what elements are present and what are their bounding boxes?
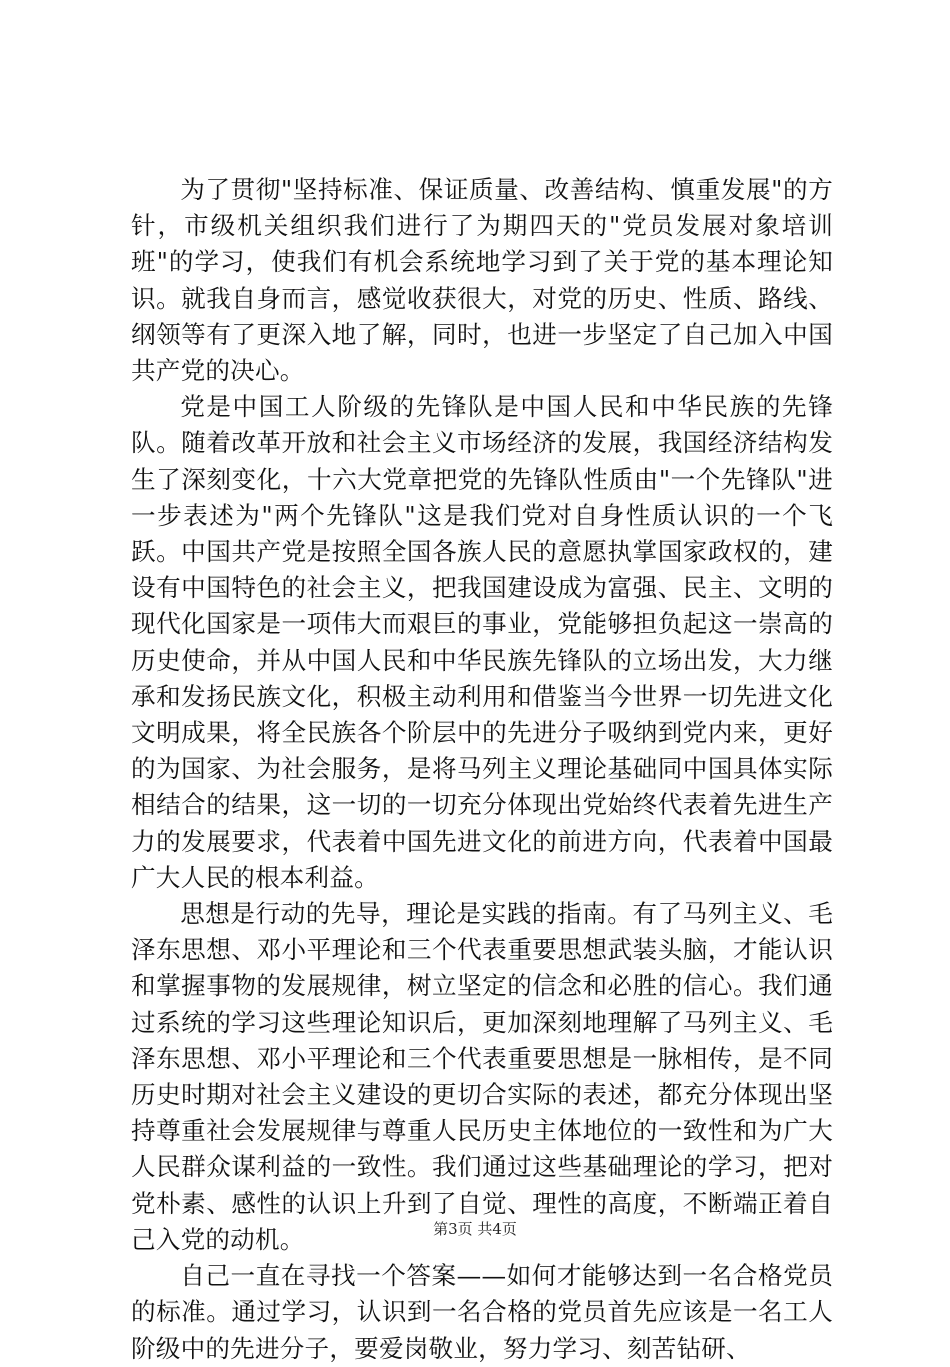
page-number-footer: 第3页 共4页 xyxy=(433,1220,517,1238)
paragraph: 为了贯彻"坚持标准、保证质量、改善结构、慎重发展"的方针，市级机关组织我们进行了为期四天的"党员发展对象培训班"的学习，使我们有机会系统地学习到了关于党的基本理论知识。就我自身而言，感觉收获很大，对党的历史、性质、路线、纲领等有了更深入地了解，同时，也进一步坚定了自己加入中国共产党的决心。 xyxy=(131,175,833,386)
paragraph: 自己一直在寻找一个答案——如何才能够达到一名合格党员的标准。通过学习，认识到一名合格的党员首先应该是一名工人阶级中的先进分子，要爱岗敬业，努力学习、刻苦钻研、 xyxy=(131,1261,833,1363)
paragraph: 党是中国工人阶级的先锋队是中国人民和中华民族的先锋队。随着改革开放和社会主义市场经济的发展，我国经济结构发生了深刻变化，十六大党章把党的先锋队性质由"一个先锋队"进一步表述为"两个先锋队"这是我们党对自身性质认识的一个飞跃。中国共产党是按照全国各族人民的意愿执掌国家政权的，建设有中国特色的社会主义，把我国建设成为富强、民主、文明的现代化国家是一项伟大而艰巨的事业，党能够担负起这一崇高的历史使命，并从中国人民和中华民族先锋队的立场出发，大力继承和发扬民族文化，积极主动利用和借鉴当今世界一切先进文化文明成果，将全民族各个阶层中的先进分子吸纳到党内来，更好的为国家、为社会服务，是将马列主义理论基础同中国具体实际相结合的结果，这一切的一切充分体现出党始终代表着先进生产力的发展要求，代表着中国先进文化的前进方向，代表着中国最广大人民的根本利益。 xyxy=(131,392,833,892)
paragraph: 思想是行动的先导，理论是实践的指南。有了马列主义、毛泽东思想、邓小平理论和三个代表重要思想武装头脑，才能认识和掌握事物的发展规律，树立坚定的信念和必胜的信心。我们通过系统的学习这些理论知识后，更加深刻地理解了马列主义、毛泽东思想、邓小平理论和三个代表重要思想是一脉相传，是不同历史时期对社会主义建设的更切合实际的表述，都充分体现出坚持尊重社会发展规律与尊重人民历史主体地位的一致性和为广大人民群众谋利益的一致性。我们通过这些基础理论的学习，把对党朴素、感性的认识上升到了自觉、理性的高度，不断端正着自己入党的动机。 xyxy=(131,899,833,1254)
document-body xyxy=(131,172,833,1367)
